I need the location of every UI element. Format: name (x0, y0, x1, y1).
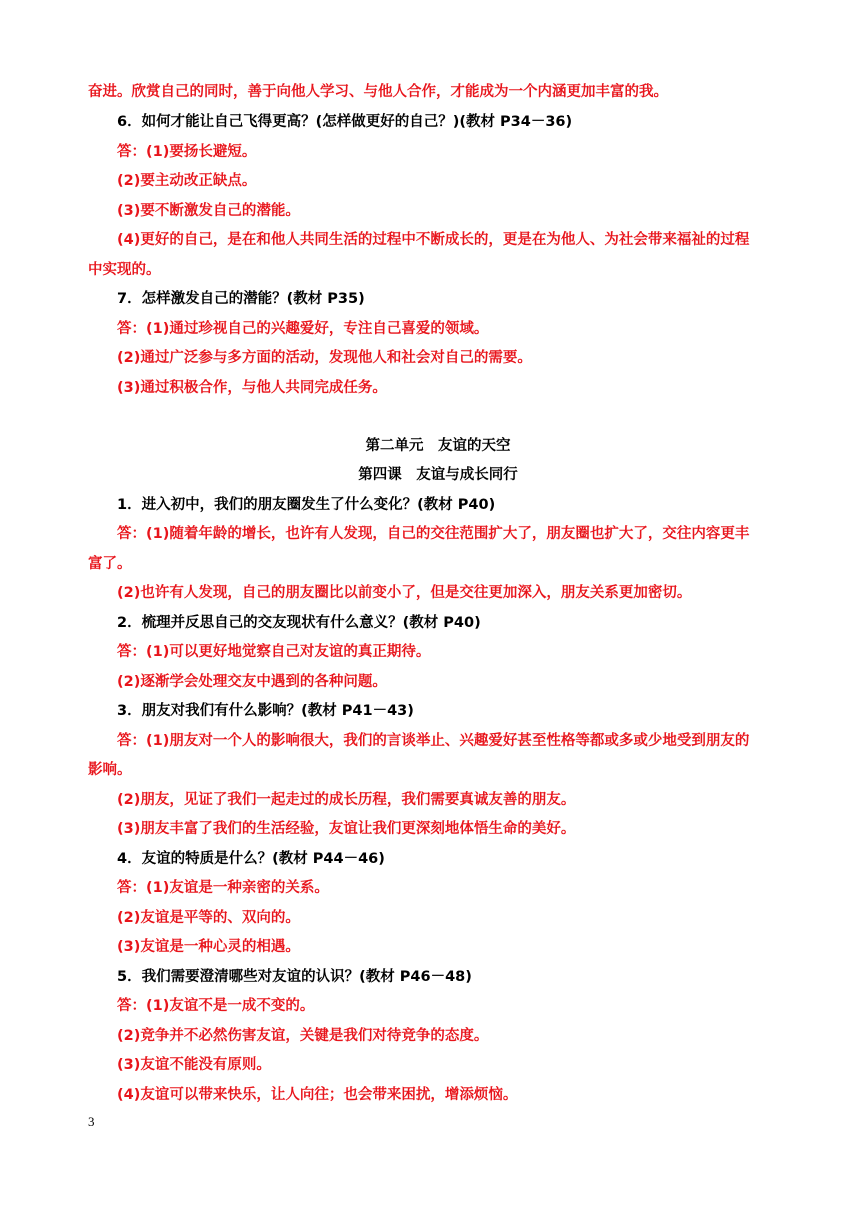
answer-line: (4)友谊可以带来快乐，让人向往；也会带来困扰，增添烦恼。 (117, 1087, 518, 1103)
answer-line: 答：(1)友谊不是一成不变的。 (117, 998, 315, 1014)
question-line: 3．朋友对我们有什么影响？(教材 P41－43) (117, 703, 414, 719)
answer-line: (3)通过积极合作，与他人共同完成任务。 (117, 380, 387, 396)
answer-line: 中实现的。 (88, 262, 161, 278)
answer-line: (2)也许有人发现，自己的朋友圈比以前变小了，但是交往更加深入，朋友关系更加密切。 (117, 585, 692, 601)
answer-line: (3)友谊不能没有原则。 (117, 1057, 271, 1073)
answer-line: (2)要主动改正缺点。 (117, 173, 257, 189)
answer-line: (2)竞争并不必然伤害友谊，关键是我们对待竞争的态度。 (117, 1028, 489, 1044)
answer-line: (2)通过广泛参与多方面的活动，发现他人和社会对自己的需要。 (117, 350, 532, 366)
answer-line: 富了。 (88, 556, 132, 572)
answer-line: (3)要不断激发自己的潜能。 (117, 203, 300, 219)
answer-line: (2)朋友，见证了我们一起走过的成长历程，我们需要真诚友善的朋友。 (117, 792, 576, 808)
question-line: 4．友谊的特质是什么？(教材 P44－46) (117, 851, 385, 867)
question-line: 6．如何才能让自己飞得更高？(怎样做更好的自己？)(教材 P34－36) (117, 114, 573, 130)
question-line: 2．梳理并反思自己的交友现状有什么意义？(教材 P40) (117, 615, 481, 631)
answer-line: 奋进。欣赏自己的同时，善于向他人学习、与他人合作，才能成为一个内涵更加丰富的我。 (88, 84, 668, 100)
answer-line: 答：(1)朋友对一个人的影响很大，我们的言谈举止、兴趣爱好甚至性格等都或多或少地受到朋友的 (117, 733, 750, 749)
question-line: 5．我们需要澄清哪些对友谊的认识？(教材 P46－48) (117, 969, 472, 985)
answer-line: 答：(1)通过珍视自己的兴趣爱好，专注自己喜爱的领域。 (117, 321, 489, 337)
question-line: 7．怎样激发自己的潜能？(教材 P35) (117, 291, 365, 307)
unit-heading: 第二单元 友谊的天空 (365, 438, 511, 454)
answer-line: (3)友谊是一种心灵的相遇。 (117, 939, 300, 955)
answer-line: 答：(1)友谊是一种亲密的关系。 (117, 880, 329, 896)
answer-line: 影响。 (88, 762, 132, 778)
answer-line: 答：(1)要扬长避短。 (117, 144, 257, 160)
answer-line: (2)友谊是平等的、双向的。 (117, 910, 300, 926)
answer-line: (4)更好的自己，是在和他人共同生活的过程中不断成长的，更是在为他人、为社会带来福祉的过程 (117, 232, 750, 248)
answer-line: (2)逐渐学会处理交友中遇到的各种问题。 (117, 674, 387, 690)
answer-line: 答：(1)可以更好地觉察自己对友谊的真正期待。 (117, 644, 431, 660)
question-line: 1．进入初中，我们的朋友圈发生了什么变化？(教材 P40) (117, 497, 496, 513)
lesson-heading: 第四课 友谊与成长同行 (358, 467, 518, 483)
page-number: 3 (88, 1114, 95, 1129)
answer-line: 答：(1)随着年龄的增长，也许有人发现，自己的交往范围扩大了，朋友圈也扩大了，交往内容更丰 (117, 526, 750, 542)
answer-line: (3)朋友丰富了我们的生活经验，友谊让我们更深刻地体悟生命的美好。 (117, 821, 576, 837)
